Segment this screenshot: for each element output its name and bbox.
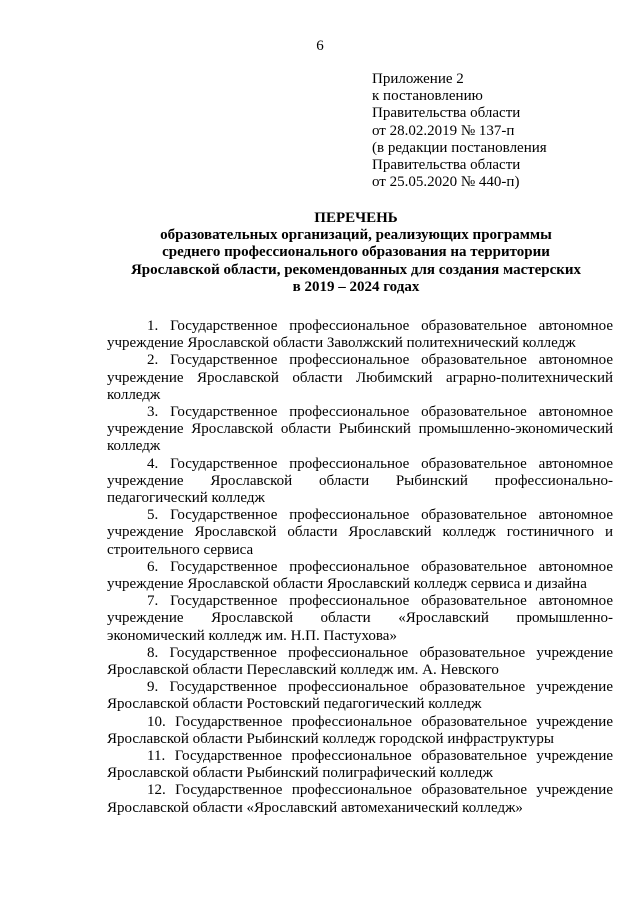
appendix-line: от 25.05.2020 № 440-п) — [372, 174, 520, 191]
appendix-line: Правительства области — [372, 157, 521, 174]
document-title — [100, 210, 612, 296]
title-line: среднего профессионального образования на территории — [162, 244, 550, 261]
title-line: в 2019 – 2024 годах — [292, 278, 420, 295]
appendix-line: Правительства области — [372, 105, 521, 122]
organizations-list — [107, 318, 613, 817]
appendix-line: от 28.02.2019 № 137-п — [372, 122, 515, 139]
list-item: 3. Государственное профессиональное образовательное автономное учреждение Ярославской области Рыбинский промышленно-экономический колледж — [107, 404, 613, 455]
title-heading: ПЕРЕЧЕНЬ — [314, 210, 398, 226]
title-line: Ярославской области, рекомендованных для создания мастерских — [130, 261, 582, 278]
appendix-line: Приложение 2 — [372, 71, 464, 87]
page-number: 6 — [316, 38, 324, 54]
list-item: 10. Государственное профессиональное образовательное учреждение Ярославской области Рыбинский колледж городской инфраструктуры — [107, 713, 613, 747]
list-item: 11. Государственное профессиональное образовательное учреждение Ярославской области Рыбинский полиграфический колледж — [107, 748, 613, 782]
list-item: 1. Государственное профессиональное образовательное автономное учреждение Ярославской области Заволжский политехнический колледж — [107, 318, 613, 352]
list-item: 5. Государственное профессиональное образовательное автономное учреждение Ярославской области Ярославский колледж гостиничного и строительного сервиса — [107, 507, 613, 558]
appendix-line: (в редакции постановления — [372, 139, 547, 156]
list-item: 6. Государственное профессиональное образовательное автономное учреждение Ярославской области Ярославский колледж сервиса и дизайна — [107, 558, 613, 593]
list-item: 12. Государственное профессиональное образовательное учреждение Ярославской области «Ярославский автомеханический колледж» — [107, 782, 613, 816]
appendix-block — [372, 71, 612, 191]
list-item: 2. Государственное профессиональное образовательное автономное учреждение Ярославской области Любимский аграрно-политехнический колледж — [107, 352, 613, 403]
appendix-line: к постановлению — [372, 88, 483, 105]
title-line: образовательных организаций, реализующих программы — [160, 227, 552, 244]
list-item: 7. Государственное профессиональное образовательное автономное учреждение Ярославской области «Ярославский промышленно-экономический колледж им. Н.П. Пастухова» — [107, 593, 613, 644]
list-item: 4. Государственное профессиональное образовательное автономное учреждение Ярославской области Рыбинский профессионально-педагогический колледж — [107, 455, 613, 507]
list-item: 8. Государственное профессиональное образовательное учреждение Ярославской области Переславский колледж им. А. Невского — [107, 644, 613, 679]
list-item: 9. Государственное профессиональное образовательное учреждение Ярославской области Ростовский педагогический колледж — [107, 679, 613, 713]
